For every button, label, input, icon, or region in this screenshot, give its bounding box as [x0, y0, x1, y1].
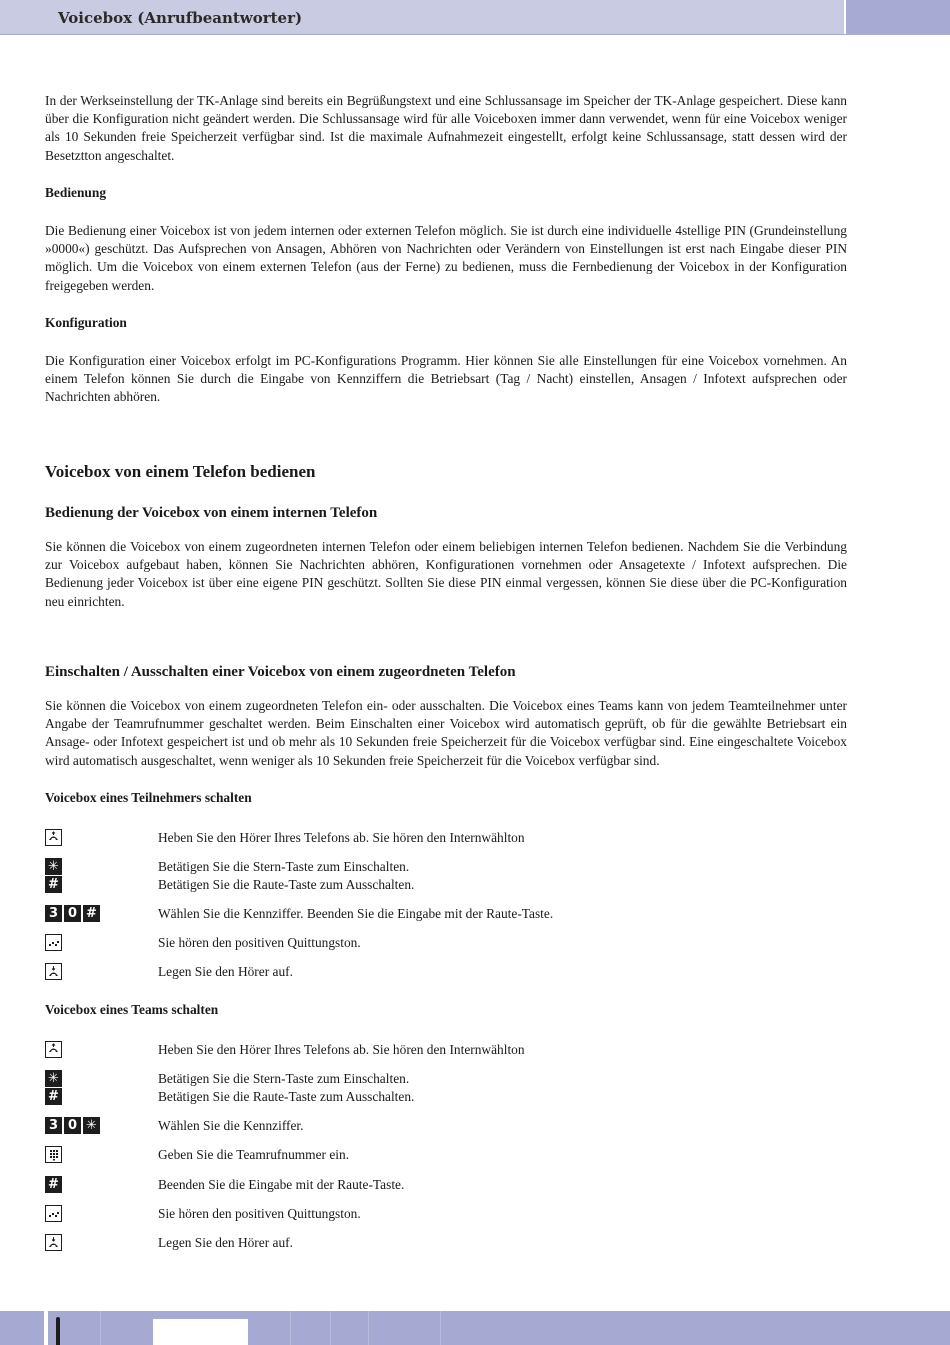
- intern-body: [45, 538, 847, 611]
- star-key-icon: ✳: [83, 1117, 100, 1134]
- digit-key-icon: 3: [45, 905, 62, 922]
- handset-hangup-icon: [45, 963, 62, 980]
- step-row: [45, 1234, 847, 1252]
- step-icons: [45, 1205, 62, 1222]
- einschalten-paragraph: Sie können die Voicebox von einem zugeordneten Telefon ein- oder ausschalten. Die Voicebox eines Teams kann von jedem Teamteilnehmer unter Angabe der Teamrufnummer geschaltet werden. Beim Einschalten einer Voicebox wird automatisch geprüft, ob für die gewählte Betriebsart ein Ansage- oder Infotext gespeichert ist und ob mehr als 10 Sekunden freie Speicherzeit für die Voicebox verfügbar sind. Eine eingeschaltete Voicebox wird automatisch ausgeschaltet, wenn weniger als 10 Sekunden freie Speicherzeit für die Voicebox verfügbar sind.: [45, 698, 847, 768]
- step-icons: [45, 1117, 100, 1134]
- bedienung-paragraph: Die Bedienung einer Voicebox ist von jedem internen oder externen Telefon möglich. Sie ist durch eine individuelle 4stellige PIN (Grundeinstellung »0000«) geschützt. Das Aufsprechen von Ansagen, Abhören von Nachrichten oder Verändern von Einstellungen ist erst nach Eingabe dieser PIN möglich. Um die Voicebox von einem externen Telefon (aus der Ferne) zu bedienen, muss die Fernbedienung der Voicebox in der Konfiguration freigegeben werden.: [45, 223, 847, 293]
- step-text: Geben Sie die Teamrufnummer ein.: [158, 1147, 350, 1162]
- digit-key-icon: 0: [64, 1117, 81, 1134]
- step-row: [45, 1088, 847, 1106]
- step-row: [45, 1041, 847, 1059]
- page-number-box: [153, 1319, 248, 1345]
- step-row: [45, 876, 847, 894]
- step-text: Beenden Sie die Eingabe mit der Raute-Taste.: [158, 1177, 405, 1192]
- footer-divider: [330, 1311, 331, 1345]
- step-icons: [45, 858, 62, 875]
- step-icons: [45, 829, 62, 846]
- footer-marker: [56, 1317, 60, 1345]
- page-title: Voicebox (Anrufbeantworter): [58, 9, 303, 27]
- star-key-icon: ✳: [45, 1070, 62, 1087]
- footer-divider: [100, 1311, 101, 1345]
- step-row: [45, 829, 847, 847]
- konfiguration-paragraph: Die Konfiguration einer Voicebox erfolgt im PC-Konfigurations Programm. Hier können Sie alle Einstellungen für eine Voicebox vornehmen. An einem Telefon können Sie durch die Eingabe von Kennziffern die Betriebsart (Tag / Nacht) einstellen, Ansagen / Infotext aufsprechen oder Nachrichten abhören.: [45, 353, 847, 405]
- step-text: Wählen Sie die Kennziffer. Beenden Sie die Eingabe mit der Raute-Taste.: [158, 906, 554, 921]
- confirmation-tone-icon: [45, 934, 62, 951]
- step-icons: [45, 1041, 62, 1058]
- einschalten-section: [45, 662, 847, 682]
- team-heading: Voicebox eines Teams schalten: [45, 1002, 219, 1017]
- teilnehmer-section: [45, 789, 847, 807]
- step-text: Betätigen Sie die Raute-Taste zum Ausschalten.: [158, 877, 415, 892]
- hash-key-icon: #: [45, 1176, 62, 1193]
- step-row: [45, 905, 847, 923]
- handset-lift-icon: [45, 1041, 62, 1058]
- intro-paragraph: In der Werkseinstellung der TK-Anlage sind bereits ein Begrüßungstext und eine Schlussansage im Speicher der TK-Anlage gespeichert. Diese kann über die Konfiguration nicht geändert werden. Die Schlussansage wird für alle Voiceboxen immer dann verwendet, wenn für eine Voicebox weniger als 10 Sekunden freie Speicherzeit verfügbar sind. Ist die maximale Aufnahmezeit eingestellt, erfolgt keine Schlussansage, statt dessen wird der Besetztton angeschaltet.: [45, 93, 847, 163]
- step-row: [45, 1205, 847, 1223]
- telefon-section: [45, 461, 847, 483]
- star-key-icon: ✳: [45, 858, 62, 875]
- step-row: [45, 1070, 847, 1088]
- intern-paragraph: Sie können die Voicebox von einem zugeordneten internen Telefon oder einem beliebigen internen Telefon bedienen. Nachdem Sie die Verbindung zur Voicebox aufgebaut haben, können Sie Nachrichten abhören, Konfigurationen vornehmen oder Ansagetexte / Infotext aufsprechen. Die Bedienung jeder Voicebox ist über eine eigene PIN geschützt. Sollten Sie diese PIN einmal vergessen, können Sie diese über die PC-Konfiguration neu einrichten.: [45, 539, 847, 609]
- step-icons: [45, 1176, 62, 1193]
- step-row: [45, 1146, 847, 1164]
- step-icons: [45, 905, 100, 922]
- team-section: [45, 1001, 847, 1019]
- step-icons: [45, 1146, 62, 1163]
- step-row: [45, 963, 847, 981]
- step-icons: [45, 876, 62, 893]
- teilnehmer-heading: Voicebox eines Teilnehmers schalten: [45, 790, 252, 805]
- step-text: Sie hören den positiven Quittungston.: [158, 935, 361, 950]
- confirmation-tone-icon: [45, 1205, 62, 1222]
- step-text: Betätigen Sie die Raute-Taste zum Ausschalten.: [158, 1089, 415, 1104]
- konfiguration-body: [45, 352, 847, 407]
- step-text: Betätigen Sie die Stern-Taste zum Einschalten.: [158, 859, 410, 874]
- step-text: Wählen Sie die Kennziffer.: [158, 1118, 304, 1133]
- footer-divider: [368, 1311, 369, 1345]
- step-icons: [45, 934, 62, 951]
- step-icons: [45, 1088, 62, 1105]
- page-footer: [0, 1311, 950, 1345]
- step-icons: [45, 963, 62, 980]
- footer-spine: [44, 1311, 48, 1345]
- einschalten-body: [45, 697, 847, 770]
- footer-divider: [440, 1311, 441, 1345]
- handset-hangup-icon: [45, 1234, 62, 1251]
- step-row: [45, 1117, 847, 1135]
- step-text: Betätigen Sie die Stern-Taste zum Einschalten.: [158, 1071, 410, 1086]
- section-heading-telefon: Voicebox von einem Telefon bedienen: [45, 462, 316, 481]
- footer-divider: [290, 1311, 291, 1345]
- digit-key-icon: 0: [64, 905, 81, 922]
- digit-key-icon: 3: [45, 1117, 62, 1134]
- intro-block: [45, 92, 847, 165]
- intern-section: [45, 503, 847, 523]
- bedienung-heading: Bedienung: [45, 185, 107, 200]
- page-header: [0, 0, 950, 35]
- intern-heading: Bedienung der Voicebox von einem internen Telefon: [45, 505, 378, 521]
- handset-lift-icon: [45, 829, 62, 846]
- bedienung-body: [45, 222, 847, 295]
- konfiguration-heading: Konfiguration: [45, 315, 127, 330]
- step-row: [45, 1176, 847, 1194]
- keypad-icon: [45, 1146, 62, 1163]
- step-text: Sie hören den positiven Quittungston.: [158, 1206, 361, 1221]
- step-icons: [45, 1234, 62, 1251]
- step-icons: [45, 1070, 62, 1087]
- bedienung-section: [45, 184, 847, 202]
- konfiguration-section: [45, 314, 847, 332]
- einschalten-heading: Einschalten / Ausschalten einer Voicebox von einem zugeordneten Telefon: [45, 664, 516, 680]
- step-row: [45, 858, 847, 876]
- hash-key-icon: #: [83, 905, 100, 922]
- step-text: Legen Sie den Hörer auf.: [158, 1235, 293, 1250]
- step-text: Legen Sie den Hörer auf.: [158, 964, 293, 979]
- step-text: Heben Sie den Hörer Ihres Telefons ab. Sie hören den Internwählton: [158, 1042, 525, 1057]
- hash-key-icon: #: [45, 1088, 62, 1105]
- step-row: [45, 934, 847, 952]
- header-tab: [844, 0, 950, 34]
- step-text: Heben Sie den Hörer Ihres Telefons ab. Sie hören den Internwählton: [158, 830, 525, 845]
- hash-key-icon: #: [45, 876, 62, 893]
